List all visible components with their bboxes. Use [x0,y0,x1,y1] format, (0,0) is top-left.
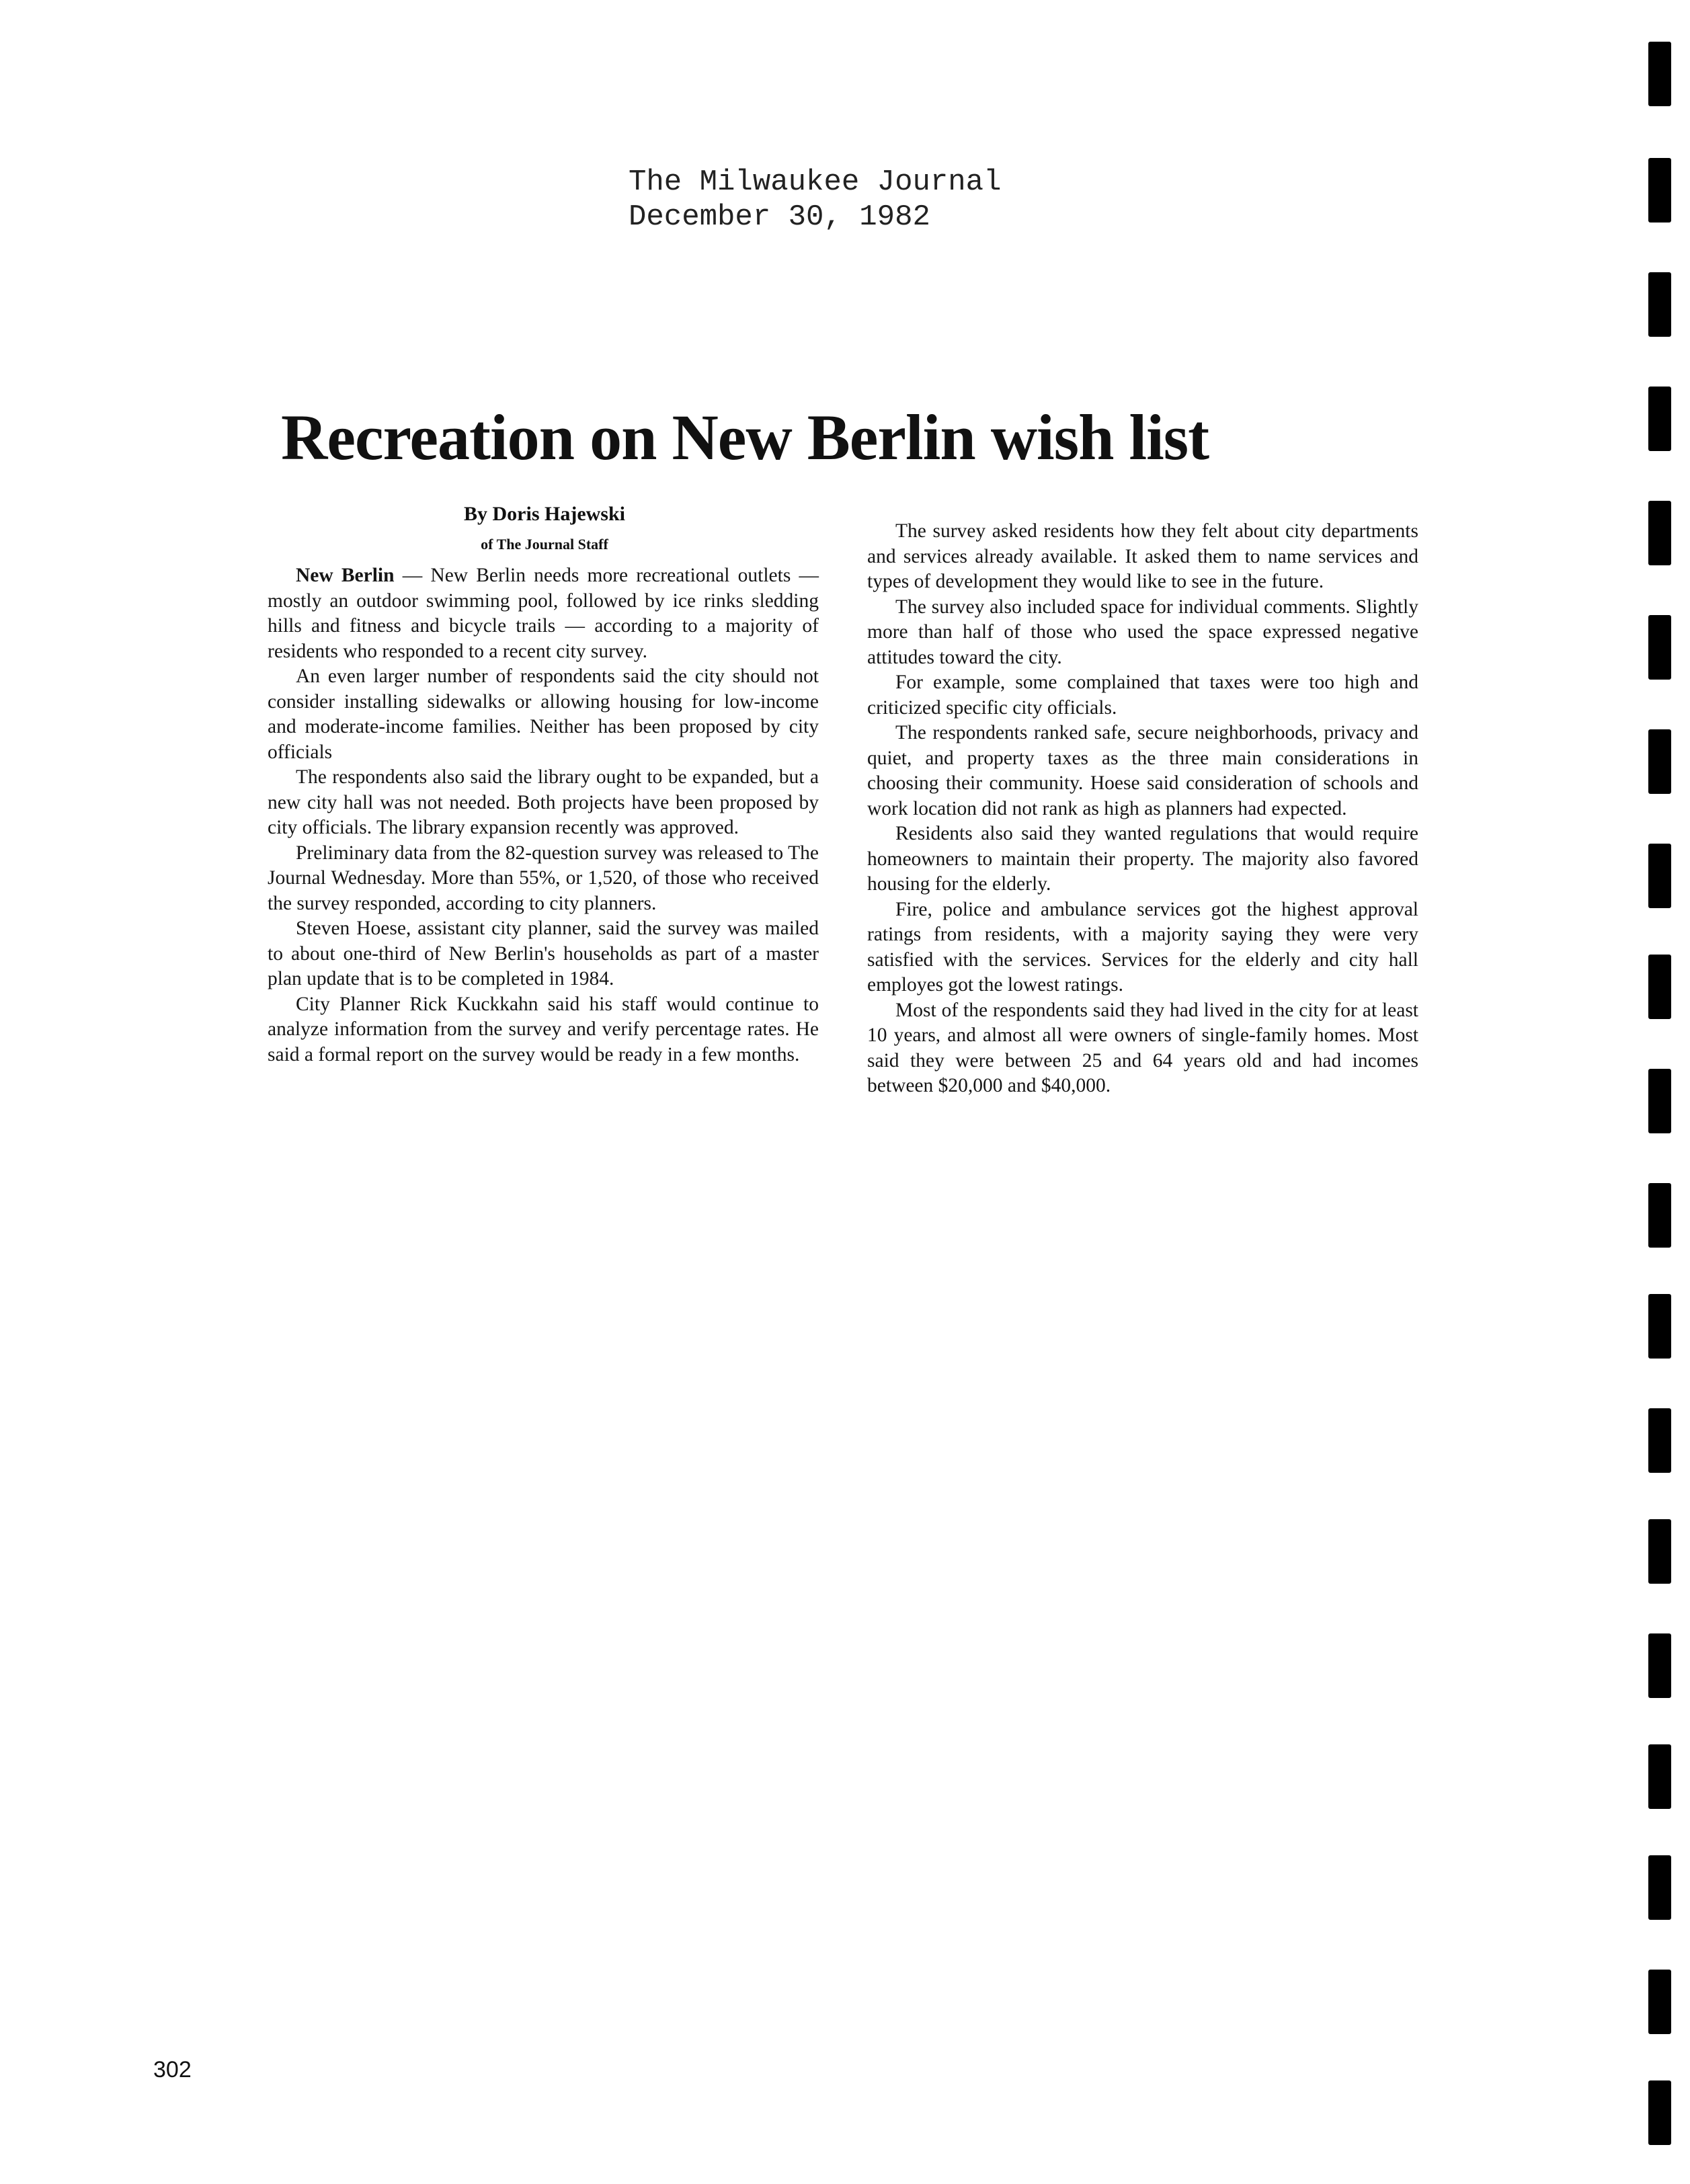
byline: By Doris Hajewski [464,503,625,525]
binding-mark [1648,158,1671,223]
paragraph: Most of the respondents said they had lived in the city for at least 10 years, and almost all were owners of single-family homes. Most said they were between 25 and 64 years old and had incomes between $20,000 and $40,000. [867,999,1418,1096]
binding-mark [1648,1408,1671,1473]
paragraph-text: — New Berlin needs more recreational outlets — mostly an outdoor swimming pool, followed by ice rinks sledding hills and fitness and bicycle trails — according to a majority of residents who responded to a recent city survey. [268,565,819,662]
paragraph: The survey also included space for individual comments. Slightly more than half of those who used the space expressed negative attitudes toward the city. [867,596,1418,668]
staff-line: of The Journal Staff [481,536,608,553]
publication-date: December 30, 1982 [629,200,930,234]
paragraph: The survey asked residents how they felt about city departments and services already available. It asked them to name services and types of development they would like to see in the future. [867,520,1418,592]
source-citation [629,165,1002,235]
binding-mark [1648,501,1671,565]
paragraph: For example, some complained that taxes were too high and criticized specific city officials. [867,672,1418,719]
binding-mark [1648,844,1671,908]
paragraph: Preliminary data from the 82-question survey was released to The Journal Wednesday. More than 55%, or 1,520, of those who received the survey responded, according to city planners. [268,842,819,914]
binding-mark [1648,1744,1671,1809]
paragraph: The respondents ranked safe, secure neighborhoods, privacy and quiet, and property taxes as the three main considerations in choosing their community. Hoese said consideration of schools and work location did not rank as high as planners had expected. [867,722,1418,819]
article-column-left [268,563,819,1067]
binding-mark [1648,2080,1671,2145]
page-number: 302 [153,2057,192,2082]
binding-mark [1648,387,1671,451]
paragraph: An even larger number of respondents said the city should not consider installing sidewalks or allowing housing for low-income and moderate-income families. Neither has been proposed by city officials [268,665,819,763]
binding-mark [1648,1855,1671,1920]
binding-mark [1648,272,1671,337]
binding-mark [1648,1970,1671,2034]
binding-mark [1648,1519,1671,1584]
binding-mark [1648,1294,1671,1359]
binding-mark [1648,1633,1671,1698]
article-column-right [867,519,1418,1099]
binding-mark [1648,1183,1671,1248]
binding-mark [1648,42,1671,106]
paragraph: Residents also said they wanted regulations that would require homeowners to maintain their property. The majority also favored housing for the elderly. [867,823,1418,895]
binding-marks [1648,0,1682,2184]
dateline: New Berlin [296,565,395,586]
paragraph: Fire, police and ambulance services got the highest approval ratings from residents, with a majority saying they were very satisfied with the services. Services for the elderly and city hall employes got the lowest ratings. [867,898,1418,996]
binding-mark [1648,615,1671,680]
headline: Recreation on New Berlin wish list [281,401,1209,473]
binding-mark [1648,955,1671,1019]
binding-mark [1648,1069,1671,1133]
paragraph [268,563,819,664]
paragraph: The respondents also said the library ought to be expanded, but a new city hall was not needed. Both projects have been proposed by city officials. The library expansion recently was approved. [268,766,819,838]
binding-mark [1648,729,1671,794]
paragraph: Steven Hoese, assistant city planner, said the survey was mailed to about one-third of New Berlin's households as part of a master plan update that is to be completed in 1984. [268,918,819,989]
paragraph: City Planner Rick Kuckkahn said his staff would continue to analyze information from the survey and verify percentage rates. He said a formal report on the survey would be ready in a few months. [268,993,819,1065]
publication-name: The Milwaukee Journal [629,165,1002,199]
